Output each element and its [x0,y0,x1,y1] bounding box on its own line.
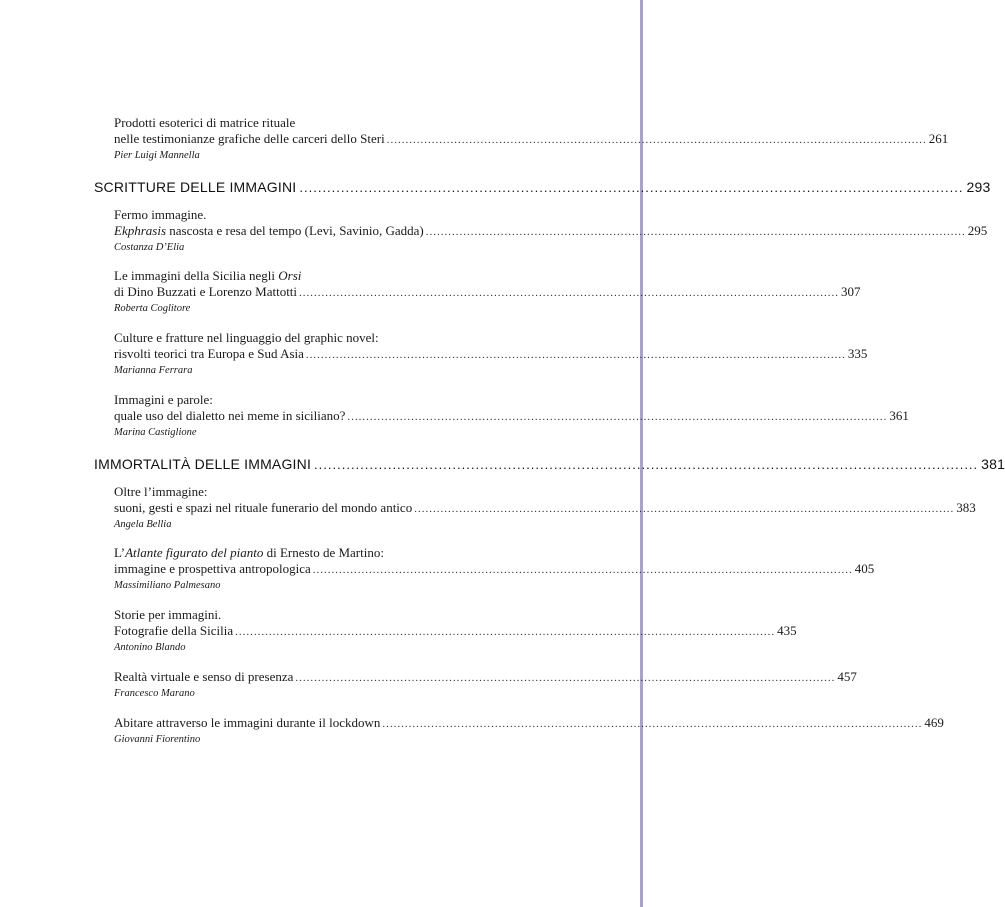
entry-title: immagine e prospettiva antropologica [114,561,311,576]
entry-author: Giovanni Fiorentino [114,734,201,745]
entry-title: risvolti teorici tra Europa e Sud Asia [114,346,304,361]
entry-author: Marianna Ferrara [114,365,193,376]
toc-entry[interactable] [114,669,857,701]
entry-title: Abitare attraverso le immagini durante il lockdown [114,715,381,730]
entry-author: Roberta Coglitore [114,303,191,314]
entry-title-line [114,392,525,408]
page-number: 405 [854,561,875,576]
leader-dots: ................................................................................................................................................ [299,180,964,195]
section-title: IMMORTALITÀ DELLE IMMAGINI [94,456,312,472]
toc-entry[interactable] [114,115,949,163]
page-number: 361 [889,408,909,423]
entry-author: Costanza D’Elia [114,242,185,253]
section-page-number: 293 [966,179,991,195]
entry-title-line [114,408,909,425]
leader-dots: ................................................................................................................................................ [295,672,836,684]
entry-title-italic: Atlante figurato del pianto [125,545,264,560]
page-number: 307 [841,284,861,299]
entry-title-rest: di Ernesto de Martino: [263,545,384,560]
entry-title: quale uso del dialetto nei meme in siciliano? [114,408,346,423]
leader-dots: ................................................................................................................................................ [425,226,966,238]
entry-author: Pier Luigi Mannella [114,150,200,161]
entry-title-italic: Ekphrasis [114,223,166,238]
entry-title-line [114,131,949,148]
page-number: 295 [967,223,988,238]
entry-title-rest: nascosta e resa del tempo (Levi, Savinio, Gadda) [166,223,424,238]
entry-title-line [114,715,944,732]
entry-title: nelle testimonianze grafiche delle carceri dello Steri [114,131,385,146]
entry-title-line [114,607,525,623]
page-number: 261 [928,131,949,146]
entry-title-line [114,545,525,561]
entry-title-italic: Orsi [278,268,302,283]
entry-title: Fermo immagine. [114,207,207,222]
page-number: 435 [777,623,797,638]
entry-title: Immagini e parole: [114,392,213,407]
entry-title-line [114,346,868,363]
leader-dots: ................................................................................................................................................ [386,134,927,146]
toc-entry[interactable] [114,207,988,255]
entry-author: Marina Castiglione [114,427,197,438]
section-title: SCRITTURE DELLE IMMAGINI [94,179,297,195]
entry-title-start: L’ [114,545,126,560]
entry-title-line [114,207,525,223]
entry-title: Realtà virtuale e senso di presenza [114,669,294,684]
entry-title-line [114,223,988,240]
leader-dots: ................................................................................................................................................ [305,349,846,361]
toc-entry[interactable] [114,715,944,747]
entry-title-line [114,484,525,500]
toc-entry[interactable] [114,607,797,655]
section-page-number: 381 [981,456,1005,472]
entry-title-line [114,623,797,640]
entry-title [114,268,301,284]
entry-title-line [114,330,525,346]
entry-title-line [114,500,976,517]
leader-dots: ................................................................................................................................................ [414,503,955,515]
entry-title: Oltre l’immagine: [114,484,208,499]
entry-title: di Dino Buzzati e Lorenzo Mattotti [114,284,298,299]
section-heading[interactable] [94,178,991,197]
entry-author: Massimiliano Palmesano [114,580,221,591]
entry-title-line [114,669,857,686]
entry-title: Prodotti esoterici di matrice rituale [114,115,296,130]
entry-title: Fotografie della Sicilia [114,623,234,638]
leader-dots: ................................................................................................................................................ [382,718,923,730]
entry-author: Antonino Blando [114,642,186,653]
leader-dots: ................................................................................................................................................ [312,564,853,576]
section-heading[interactable] [94,455,1005,474]
toc-entry[interactable] [114,484,976,532]
leader-dots: ................................................................................................................................................ [314,457,979,472]
entry-title: Storie per immagini. [114,607,222,622]
entry-title [114,545,384,561]
page-number: 457 [837,669,857,684]
toc-entry[interactable] [114,392,909,440]
entry-title: suoni, gesti e spazi nel rituale funerario del mondo antico [114,500,413,515]
entry-title-line [114,268,525,284]
entry-title-line [114,561,875,578]
entry-title-line [114,115,525,131]
page-number: 335 [847,346,868,361]
toc-entry[interactable] [114,545,875,593]
page-number: 383 [956,500,976,515]
leader-dots: ................................................................................................................................................ [235,626,776,638]
page-number: 469 [924,715,944,730]
leader-dots: ................................................................................................................................................ [299,287,840,299]
entry-title [114,223,424,239]
entry-author: Francesco Marano [114,688,195,699]
entry-title-line [114,284,861,301]
entry-title: Culture e fratture nel linguaggio del graphic novel: [114,330,379,345]
entry-title-start: Le immagini della Sicilia negli [114,268,279,283]
toc-entry[interactable] [114,268,861,316]
toc-entry[interactable] [114,330,868,378]
entry-author: Angela Bellia [114,519,172,530]
leader-dots: ................................................................................................................................................ [347,411,888,423]
